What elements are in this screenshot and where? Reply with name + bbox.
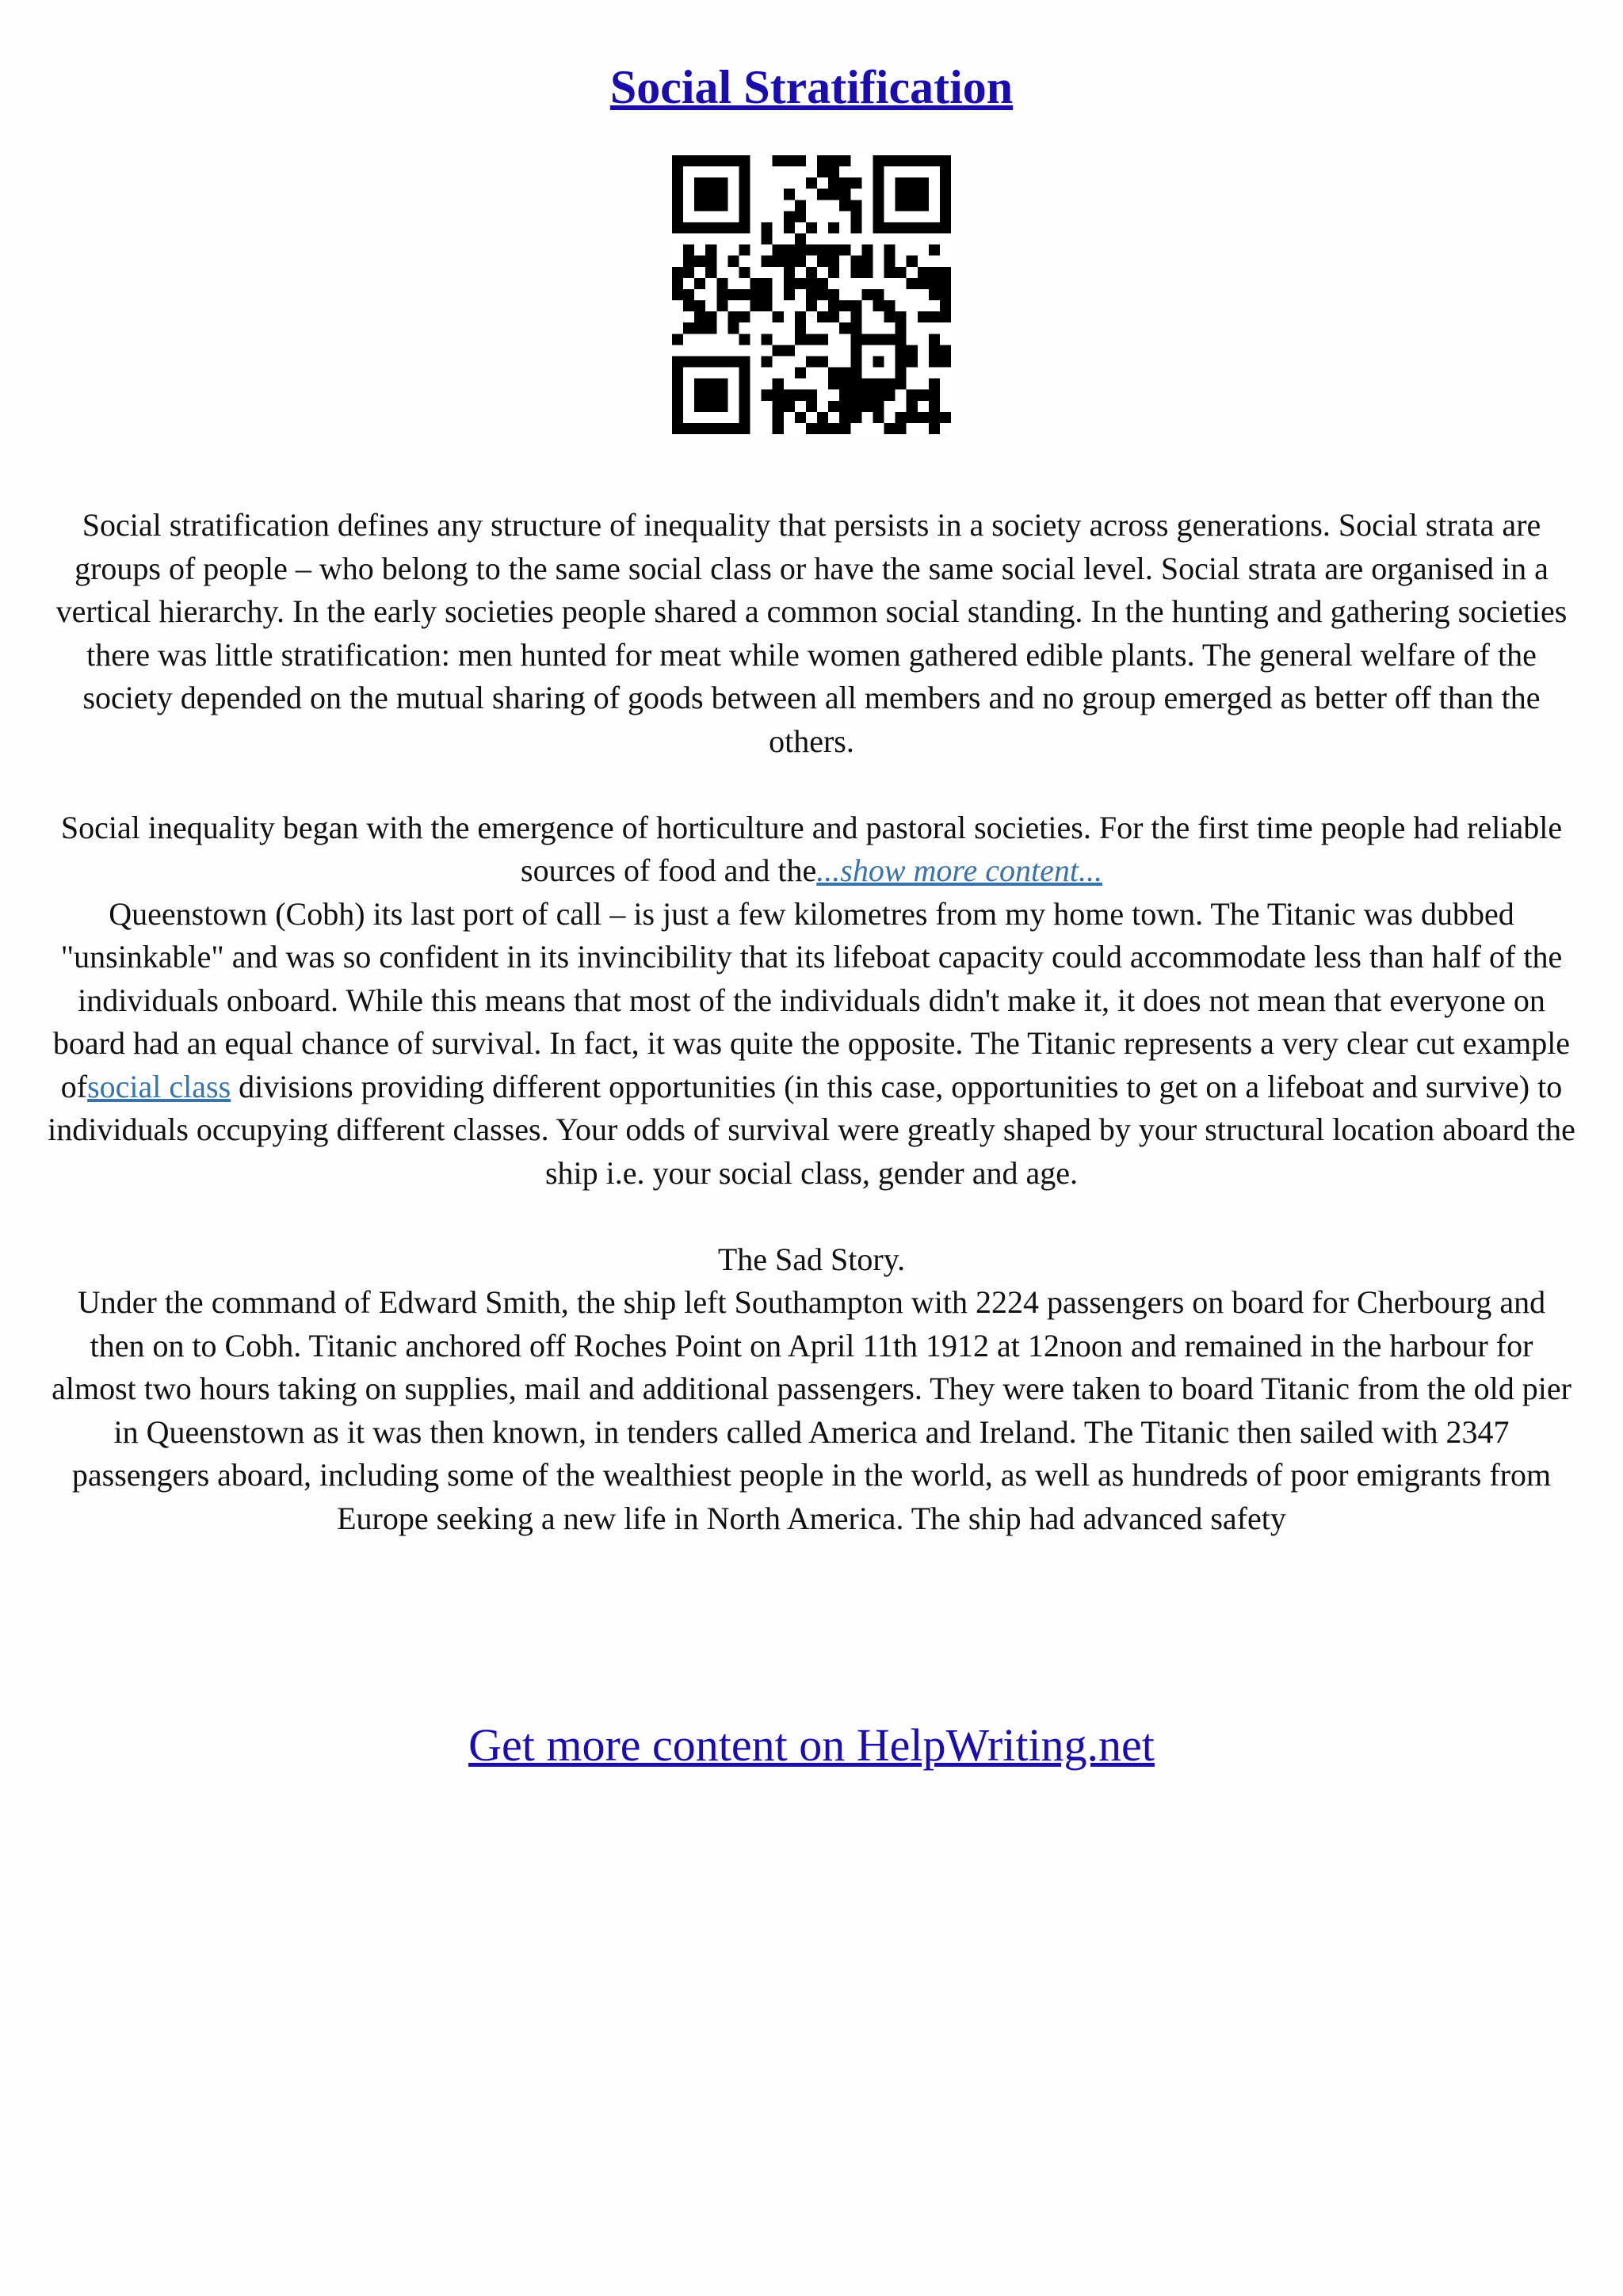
- paragraph-titanic: [48, 893, 1575, 1196]
- title-link[interactable]: Social Stratification: [609, 61, 1014, 113]
- helpwriting-link[interactable]: Get more content on HelpWriting.net: [468, 1719, 1155, 1771]
- paragraph-inequality: [48, 807, 1575, 893]
- paragraph-titanic-text-start: Queenstown (Cobh) its last port of call – is just a few kilometres from my home town. The Titanic was dubbed "unsinkable" and was so confident in its invincibility that its lifeboat capacity could accommodate less than half of the individuals onboard. While this means that most of the individuals didn't make it, it does not mean that everyone on board had an equal chance of survival. In fact, it was quite the opposite. The Titanic represents a very clear cut example of: [52, 895, 1571, 1104]
- paragraph-sad-story: Under the command of Edward Smith, the ship left Southampton with 2224 passengers on board for Cherbourg and then on to Cobh. Titanic anchored off Roches Point on April 11th 1912 at 12noon and remained in the harbour for almost two hours taking on supplies, mail and additional passengers. They were taken to board Titanic from the old pier in Queenstown as it was then known, in tenders called America and Ireland. The Titanic then sailed with 2347 passengers aboard, including some of the wealthiest people in the world, as well as hundreds of poor emigrants from Europe seeking a new life in North America. The ship had advanced safety: [52, 1284, 1571, 1536]
- page-title: [0, 55, 1623, 119]
- footer: [0, 1716, 1623, 1775]
- paragraph-titanic-text-end: divisions providing different opportunities (in this case, opportunities to get on a lifeboat and survive) to individuals occupying different classes. Your odds of survival were greatly shaped by your structural location aboard the ship i.e. your social class, gender and age.: [48, 1068, 1575, 1191]
- social-class-link[interactable]: social class: [87, 1068, 231, 1104]
- qr-code-icon: [672, 155, 951, 434]
- paragraph-intro: Social stratification defines any structure of inequality that persists in a society across generations. Social strata are groups of people – who belong to the same social class or have the same social level. Social strata are organised in a vertical hierarchy. In the early societies people shared a common social standing. In the hunting and gathering societies there was little stratification: men hunted for meat while women gathered edible plants. The general welfare of the society depended on the mutual sharing of goods between all members and no group emerged as better off than the others.: [55, 507, 1568, 759]
- show-more-link[interactable]: ...show more content...: [816, 852, 1102, 888]
- paragraph-inequality-text: Social inequality began with the emergence of horticulture and pastoral societies. For the first time people had reliable sources of food and the: [60, 809, 1563, 888]
- section-heading-sad-story: The Sad Story.: [717, 1241, 906, 1277]
- article-body: [48, 504, 1575, 1540]
- qr-code-graphic: [672, 155, 951, 434]
